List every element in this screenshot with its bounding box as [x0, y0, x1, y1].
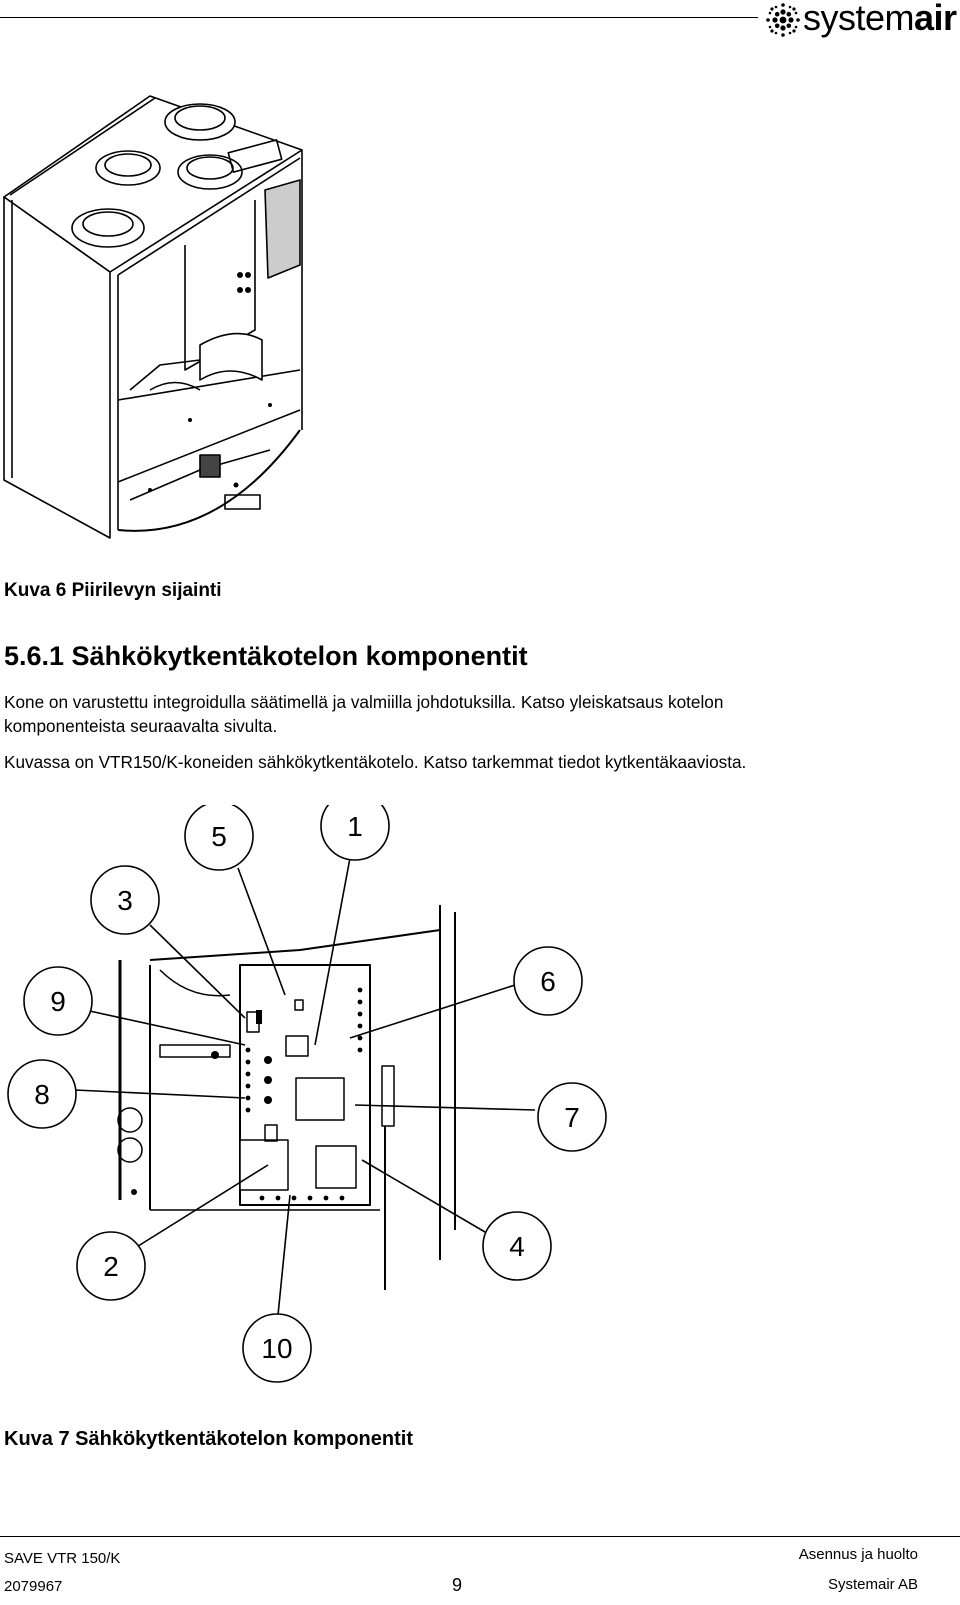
paragraph-2: Kuvassa on VTR150/K-koneiden sähkökytkentäkotelo. Katso tarkemmat tiedot kytkentäkaaviosta.: [4, 752, 747, 772]
callout-label-4: 4: [509, 1231, 525, 1262]
brand-name: [803, 0, 957, 39]
figure1-caption: Kuva 6 Piirilevyn sijainti: [4, 580, 222, 601]
brand-prefix: system: [803, 0, 915, 38]
unit-location-illustration: [0, 90, 315, 560]
electrical-box-diagram: [0, 805, 620, 1405]
header-rule: [0, 17, 758, 18]
callout-label-6: 6: [540, 966, 556, 997]
figure2-caption: Kuva 7 Sähkökytkentäkotelon komponentit: [4, 1428, 413, 1450]
footer-product: SAVE VTR 150/K: [4, 1550, 121, 1567]
callout-label-3: 3: [117, 885, 133, 916]
footer-rule: [0, 1536, 960, 1537]
callout-label-2: 2: [103, 1251, 119, 1282]
paragraph-1: [4, 690, 954, 738]
footer-section: Asennus ja huolto: [798, 1546, 918, 1563]
callout-label-1: 1: [347, 811, 363, 842]
callout-label-7: 7: [564, 1102, 580, 1133]
paragraph-1-line-2: komponenteista seuraavalta sivulta.: [4, 716, 278, 736]
paragraph-1-line-1: Kone on varustettu integroidulla säätimellä ja valmiilla johdotuksilla. Katso yleiskatsaus kotelon: [4, 692, 724, 712]
callout-label-10: 10: [261, 1333, 293, 1364]
callout-label-5: 5: [211, 821, 227, 852]
callout-label-9: 9: [50, 986, 66, 1017]
footer-company: Systemair AB: [827, 1576, 918, 1593]
callout-label-8: 8: [34, 1079, 50, 1110]
footer-doc-number: 2079967: [4, 1578, 63, 1595]
section-title: 5.6.1 Sähkökytkentäkotelon komponentit: [4, 641, 528, 671]
brand-suffix: air: [914, 0, 957, 38]
footer-page-number: 9: [452, 1575, 463, 1595]
